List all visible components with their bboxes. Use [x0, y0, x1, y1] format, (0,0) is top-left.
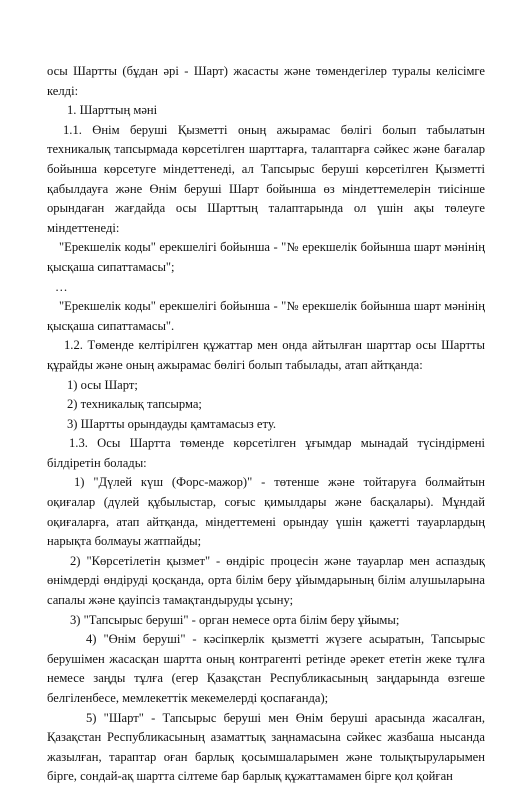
list-item-3: 3) Шартты орындауды қамтамасыз ету.	[67, 416, 277, 431]
definition-4: 4) "Өнім беруші" - кәсіпкерлік қызметті жүзеге асыратын, Тапсырыс берушімен жасасқан шартта оның контрагенті ретінде әрекет ететін жеке тұлға немесе заңды тұлға (егер Қазақстан Республикасының заңдарында өзгеше белгіленбесе, мемлекеттік мекемелерді қоспағанда);	[47, 632, 485, 705]
clause-1-1: 1.1. Өнім беруші Қызметті оның ажырамас бөлігі болып табылатын техникалық тапсырмада көрсетілген шарттарға, талаптарға сәйкес және бағалар бойынша көрсетуге міндеттенеді, ал Тапсырыс беруші көрсетілген Қызметті қабылдауға және Өнім беруші Шарт бойынша өз міндеттемелерін тиісінше орындаған жағдайда осы Шарттың талаптарында ол үшін ақы төлеуге міндеттенеді:	[47, 122, 485, 235]
ellipsis-line: …	[55, 279, 68, 294]
definition-1: 1) "Дүлей күш (Форс-мажор)" - төтенше және тойтаруға болмайтын оқиғалар (дүлей құбылыстар, соғыс қимылдары және басқалары). Мұндай оқиғаларға, атап айтқанда, міндеттемені орындау үшін қажетті тауарлардың нарықта болмауы жатпайды;	[47, 475, 485, 549]
spec-line-1: "Ерекшелік коды" ерекшелігі бойынша - "№ ерекшелік бойынша шарт мәнінің қысқаша сипаттамасы";	[47, 240, 485, 274]
clause-1-3: 1.3. Осы Шартта төменде көрсетілген ұғымдар мынадай түсіндірмені білдіретін болады:	[47, 436, 485, 470]
clause-1-2: 1.2. Төменде келтірілген құжаттар мен онда айтылған шарттар осы Шартты құрайды және оның ажырамас бөлігі болып табылады, атап айтқанда:	[47, 338, 485, 372]
section-heading: 1. Шарттың мәні	[67, 103, 158, 118]
spec-line-2: "Ерекшелік коды" ерекшелігі бойынша - "№ ерекшелік бойынша шарт мәнінің қысқаша сипаттамасы".	[47, 299, 485, 333]
list-item-1: 1) осы Шарт;	[67, 377, 138, 392]
list-item-2: 2) техникалық тапсырма;	[67, 397, 202, 412]
definition-2: 2) "Көрсетілетін қызмет" - өндіріс процесін және тауарлар мен аспаздық өнімдерді өндіруді қосқанда, орта білім беру ұйымдарының білім алушыларына сапалы және қауіпсіз тамақтандыруды ұсыну;	[47, 553, 485, 608]
definition-5: 5) "Шарт" - Тапсырыс беруші мен Өнім беруші арасында жасалған, Қазақстан Республикасының азаматтық заңнамасына сәйкес жазбаша нысанда жазылған, тараптар оған барлық қосымшаларымен және толықтыруларымен бірге, сондай-ақ шартта сілтеме бар барлық құжаттамамен бірге қол қойған	[47, 710, 485, 784]
definition-3: 3) "Тапсырыс беруші" - орган немесе орта білім беру ұйымы;	[70, 612, 400, 627]
intro-paragraph: осы Шартты (бұдан әрі - Шарт) жасасты және төмендегілер туралы келісімге келді:	[47, 64, 485, 98]
